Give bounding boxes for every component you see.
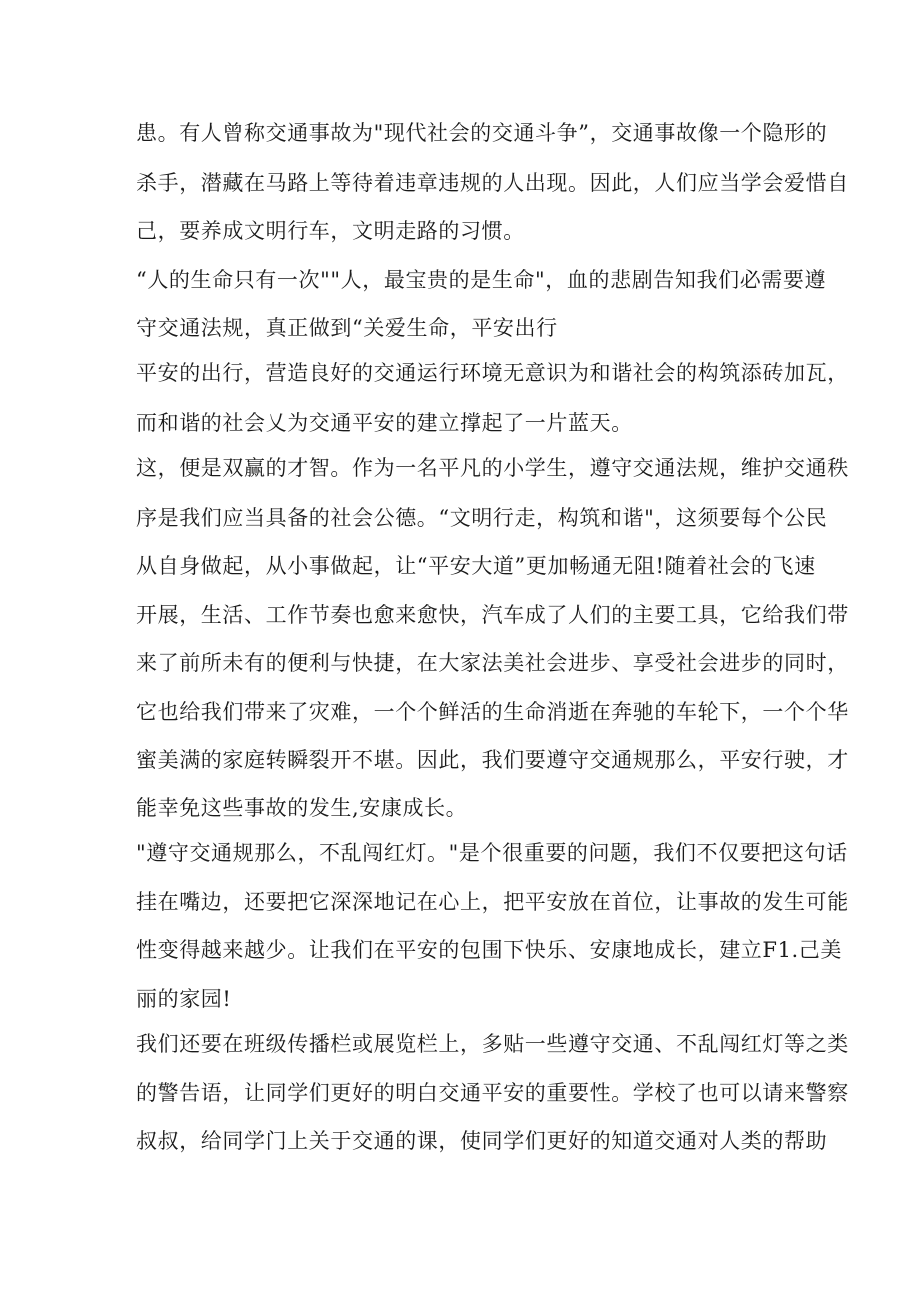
text-line: 的警告语，让同学们更好的明白交通平安的重要性。学校了也可以请来警察 bbox=[136, 1081, 849, 1105]
text-line: 挂在嘴边，还要把它深深地记在心上，把平安放在首位，让事故的发生可能 bbox=[136, 890, 849, 914]
text-line: 我们还要在班级传播栏或展览栏上，多贴一些遵守交通、不乱闯红灯等之类 bbox=[136, 1032, 849, 1056]
text-line: "遵守交通规那么，不乱闯红灯。"是个很重要的问题，我们不仅要把这句话 bbox=[136, 841, 848, 865]
text-line: “人的生命只有一次""人，最宝贵的是生命"，血的悲剧告知我们必需要遵 bbox=[136, 268, 827, 292]
text-line: 来了前所未有的便利与快捷，在大家法美社会进步、享受社会进步的同时， bbox=[136, 651, 849, 675]
text-line: 己，要养成文明行车，文明走路的习惯。 bbox=[136, 219, 525, 243]
text-line: 杀手，潜藏在马路上等待着违章违规的人出现。因此，人们应当学会爱惜自 bbox=[136, 171, 849, 195]
text-line: 性变得越来越少。让我们在平安的包围下快乐、安康地成长，建立F1.己美 bbox=[136, 938, 843, 962]
text-line: 序是我们应当具备的社会公德。“文明行走，构筑和谐"，这须要每个公民 bbox=[136, 506, 828, 530]
text-line: 平安的出行，营造良好的交通运行环境无意识为和谐社会的构筑添砖加瓦， bbox=[136, 361, 849, 385]
text-line: 叔叔，给同学门上关于交通的课，使同学们更好的知道交通对人类的帮助 bbox=[136, 1129, 828, 1153]
text-line: 守交通法规，真正做到“关爱生命，平安出行 bbox=[136, 316, 558, 340]
text-line: 而和谐的社会乂为交通平安的建立撑起了一片蓝天。 bbox=[136, 411, 633, 435]
text-line: 蜜美满的家庭转瞬裂开不堪。因此，我们要遵守交通规那么，平安行驶，才 bbox=[136, 748, 849, 772]
text-line: 这，便是双赢的才智。作为一名平凡的小学生，遵守交通法规，维护交通秩 bbox=[136, 456, 849, 480]
text-line: 患。有人曾称交通事故为"现代社会的交通斗争”，交通事故像一个隐形的 bbox=[136, 121, 828, 145]
text-line: 它也给我们带来了灾难，一个个鲜活的生命消逝在奔驰的车轮下，一个个华 bbox=[136, 700, 849, 724]
text-line: 能幸免这些事故的发生,安康成长。 bbox=[136, 796, 468, 820]
text-line: 丽的家园! bbox=[136, 987, 232, 1011]
text-line: 开展，生活、工作节奏也愈来愈快，汽车成了人们的主要工具，它给我们带 bbox=[136, 603, 849, 627]
text-line: 从自身做起，从小事做起，让“平安大道”更加畅通无阻!随着社会的飞速 bbox=[136, 554, 816, 578]
